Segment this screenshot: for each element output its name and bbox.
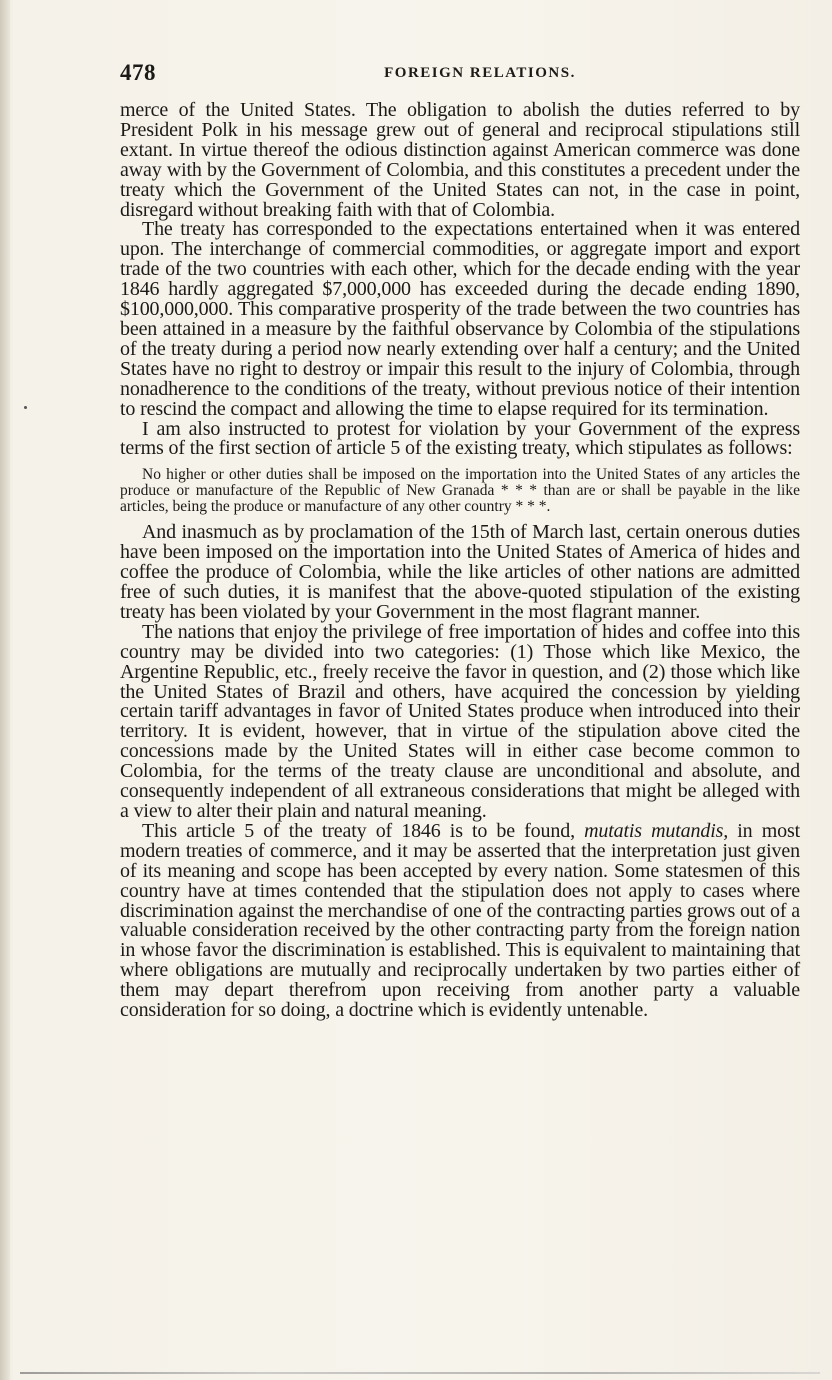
paragraph-protest: I am also instructed to protest for violation by your Government of the express terms of the first section of article 5 of the existing treaty, which stipulates as follows: bbox=[120, 417, 800, 460]
document-body bbox=[120, 101, 800, 1021]
italic-phrase: mutatis mutandis, bbox=[584, 819, 729, 842]
paragraph-article-5-interpretation bbox=[120, 819, 800, 1022]
paragraph-proclamation: And inasmuch as by proclamation of the 15th of March last, certain onerous duties have been imposed on the importation into the United States of America of hides and coffee the produce of Colombia, while the like articles of other nations are admitted free of such duties, it is manifest that the above-quoted stipulation of the existing treaty has been violated by your Government in the most flagrant manner. bbox=[120, 521, 800, 623]
paragraph-continuation: merce of the United States. The obligation to abolish the duties referred to by President Polk in his message grew out of general and reciprocal stipulations still extant. In virtue thereof the odious distinction against American commerce was done away with by the Government of Colombia, and this constitutes a precedent under the treaty which the Government of the United States can not, in the case in point, disregard without breaking faith with that of Colombia. bbox=[120, 99, 800, 221]
page-binding-edge bbox=[0, 0, 10, 1380]
paragraph-text-before-italic: This article 5 of the treaty of 1846 is to be found, bbox=[142, 819, 585, 842]
running-head: FOREIGN RELATIONS. bbox=[384, 65, 576, 81]
scan-speck bbox=[24, 406, 27, 409]
block-quote-article-5: No higher or other duties shall be imposed on the importation into the United States of any articles the produce or manufacture of the Republic of New Granada * * * than are or shall be payable in the like articles, being the produce or manufacture of any other country * * *. bbox=[120, 466, 800, 516]
scan-edge-rule bbox=[20, 1372, 820, 1374]
paragraph-categories: The nations that enjoy the privilege of free importation of hides and coffee into this country may be divided into two categories: (1) Those which like Mexico, the Argentine Republic, etc., freely receive the favor in question, and (2) those which like the United States of Brazil and others, have acquired the concession by yielding certain tariff advantages in favor of United States produce when introduced into their territory. It is evident, however, that in virtue of the stipulation above cited the concessions made by the United States will in either case become common to Colombia, for the terms of the treaty clause are unconditional and absolute, and consequently independent of all extraneous considerations that might be alleged with a view to alter their plain and natural meaning. bbox=[120, 620, 800, 822]
page-number: 478 bbox=[120, 60, 156, 85]
paragraph-text-after-italic: in most modern treaties of commerce, and it may be asserted that the interpretation just given of its meaning and scope has been accepted by every nation. Some statesmen of this country have at times contended that the stipulation does not apply to cases where discrimination against the merchandise of one of the contracting parties grows out of a valuable consideration received by the other contracting party from the foreign nation in whose favor the discrimination is established. This is equivalent to maintaining that where obligations are mutually and reciprocally undertaken by two parties either of them may depart therefrom upon receiving from another party a valuable consideration for so doing, a doctrine which is evidently untenable. bbox=[120, 819, 800, 1022]
paragraph-treaty-expectations: The treaty has corresponded to the expectations entertained when it was entered upon. The interchange of commercial commodities, or aggregate import and export trade of the two countries with each other, which for the decade ending with the year 1846 hardly aggregated $7,000,000 has exceeded during the decade ending 1890, $100,000,000. This comparative prosperity of the trade between the two countries has been attained in a measure by the faithful observance by Colombia of the stipulations of the treaty during a period now nearly extending over half a century; and the United States have no right to destroy or impair this result to the injury of Colombia, through nonadherence to the conditions of the treaty, without previous notice of their intention to rescind the compact and allowing the time to elapse required for its termination. bbox=[120, 218, 800, 420]
page-header bbox=[120, 60, 800, 92]
